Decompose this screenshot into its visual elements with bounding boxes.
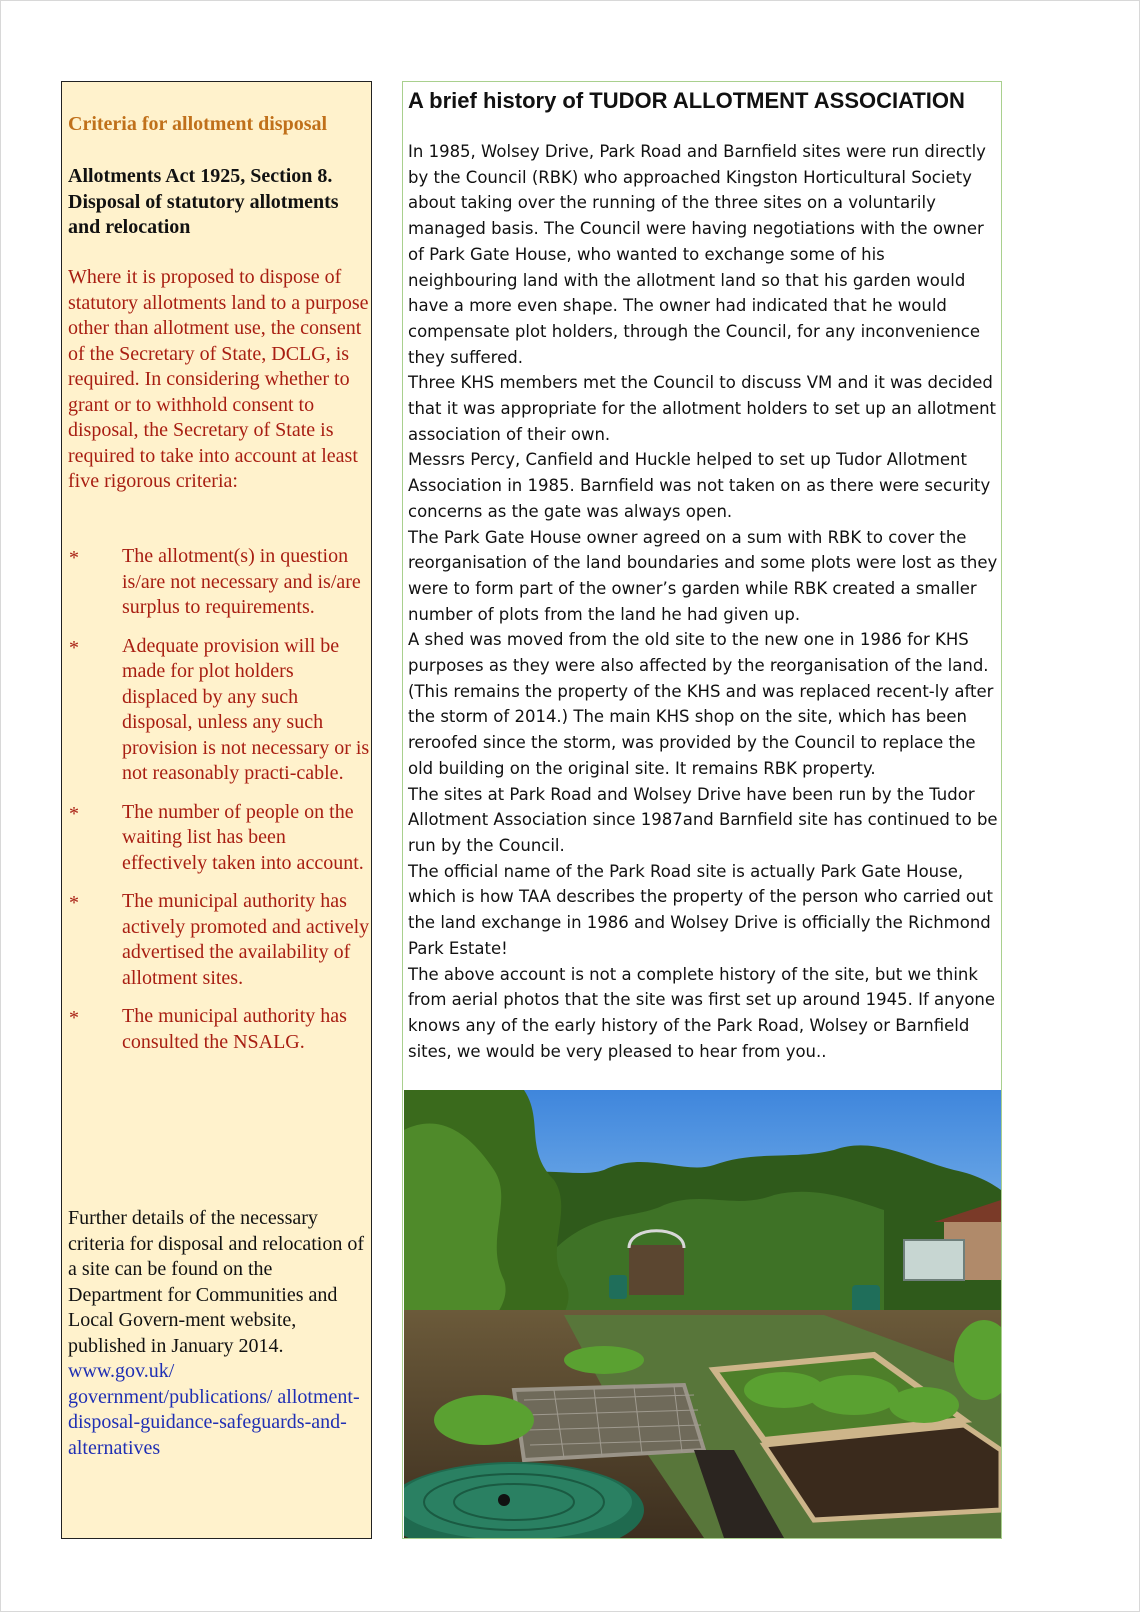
history-title: A brief history of TUDOR ALLOTMENT ASSOCIATION [408,88,965,113]
guidance-link[interactable]: www.gov.uk/ government/publications/ allotment-disposal-guidance-safeguards-and-alternatives [68,1360,360,1459]
history-paragraph: A shed was moved from the old site to the new one in 1986 for KHS purposes as they were also affected by the reorganisation of the land. (This remains the property of the KHS and was replaced recent-ly after the storm of 2014.) The main KHS shop on the site, which has been reroofed since the storm, was provided by the Council to replace the old building on the original site. It remains RBK property. [408,630,994,778]
criteria-item [68,800,370,877]
further-details [68,1206,370,1461]
allotment-photo [404,1090,1001,1538]
further-text: Further details of the necessary criteria for disposal and relocation of a site can be found on the Department for Communities and Local Govern-ment website, published in January 2014. [68,1207,364,1357]
history-paragraph: In 1985, Wolsey Drive, Park Road and Barnfield sites were run directly by the Council (RBK) who approached Kingston Horticultural Society about taking over the running of the three sites on a voluntarily managed basis. The Council were having negotiations with the owner of Park Gate House, who wanted to exchange some of his neighbouring land with the allotment land so that his garden would have a more even shape. The owner had indicated that he would compensate plot holders, through the Council, for any inconvenience they suffered. [408,142,986,367]
history-panel [402,81,1002,1539]
bullet-icon: * [69,802,79,825]
history-paragraph: The official name of the Park Road site is actually Park Gate House, which is how TAA describes the property of the person who carried out the land exchange in 1986 and Wolsey Drive is officially the Richmond Park Estate! [408,861,993,958]
sidebar-title: Criteria for allotment disposal [68,113,328,135]
criteria-item [68,634,370,787]
history-paragraph: The sites at Park Road and Wolsey Drive have been run by the Tudor Allotment Association since 1987and Barnfield site has continued to be run by the Council. [408,784,998,855]
criteria-list [68,544,370,1068]
criteria-item [68,544,370,621]
history-paragraph: The above account is not a complete history of the site, but we think from aerial photos that the site was first set up around 1945. If anyone knows any of the early history of the Park Road, Wolsey or Barnfield sites, we would be very pleased to hear from you.. [408,964,996,1061]
history-paragraph: The Park Gate House owner agreed on a sum with RBK to cover the reorganisation of the land boundaries and some plots were lost as they were to form part of the owner’s garden while RBK created a smaller number of plots from the land he had given up. [408,527,998,624]
criteria-sidebar [61,81,372,1539]
history-body [408,139,998,1064]
criteria-item [68,889,370,991]
history-paragraph: Three KHS members met the Council to discuss VM and it was decided that it was appropriate for the allotment holders to set up an allotment association of their own. [408,373,997,444]
criteria-text: The allotment(s) in question is/are not necessary and is/are surplus to requirements. [122,545,361,618]
criteria-text: Adequate provision will be made for plot holders displaced by any such disposal, unless any such provision is not necessary or is not reasonably practi-cable. [122,634,370,784]
bullet-icon: * [69,892,79,914]
criteria-item [68,1004,370,1055]
bullet-icon: * [69,547,79,569]
criteria-text: The number of people on the waiting list has been effectively taken into account. [122,800,364,874]
bullet-icon: * [69,636,79,659]
bullet-icon: * [69,1007,79,1029]
criteria-intro: Where it is proposed to dispose of statutory allotments land to a purpose other than allotment use, the consent of the Secretary of State, DCLG, is required. In considering whether to grant or to withhold consent to disposal, the Secretary of State is required to take into account at least five rigorous criteria: [68,266,369,492]
act-heading: Allotments Act 1925, Section 8. Disposal of statutory allotments and relocation [68,165,339,238]
criteria-text: The municipal authority has consulted the NSALG. [122,1005,347,1053]
history-paragraph: Messrs Percy, Canfield and Huckle helped to set up Tudor Allotment Association in 1985. Barnfield was not taken on as there were security concerns as the gate was always open. [408,450,991,521]
criteria-text: The municipal authority has actively promoted and actively advertised the availability of allotment sites. [122,890,370,989]
